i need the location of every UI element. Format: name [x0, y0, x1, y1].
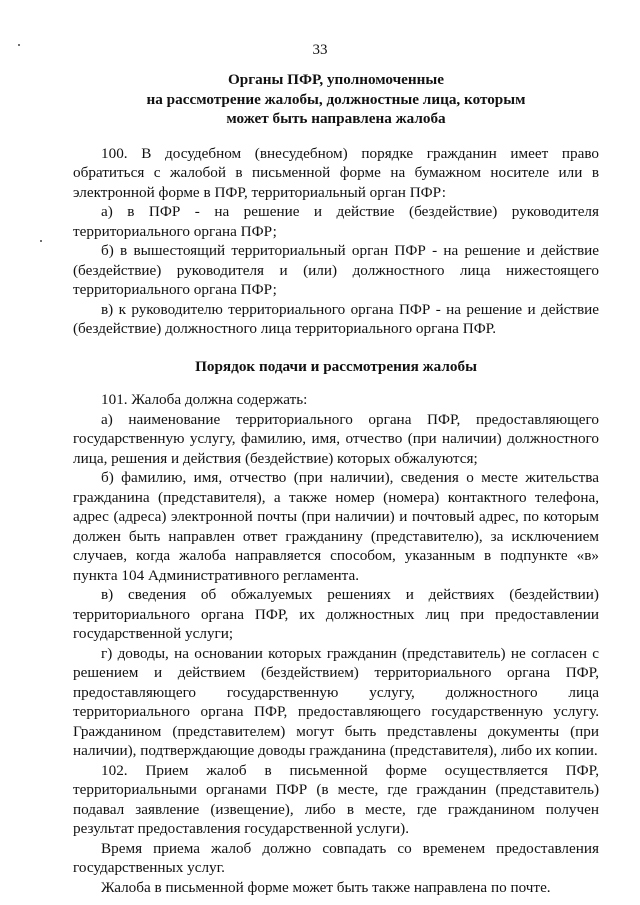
paragraph-102-mail: Жалоба в письменной форме может быть также направлена по почте.	[101, 878, 551, 896]
page-number: 33	[312, 42, 328, 58]
paragraph-102: 102. Прием жалоб в письменной форме осуществляется ПФР, территориальными органами ПФР (в месте, где гражданин (представитель) подавал заявление (извещение), либо в месте, где гражданином получен результат предоставления государственной услуги).	[73, 761, 599, 837]
paragraph-101-a: а) наименование территориального органа ПФР, предоставляющего государственную услугу, фамилию, имя, отчество (при наличии) должностного лица, решения и действия (бездействие) которых обжалуются;	[73, 410, 599, 467]
scan-speck	[40, 240, 42, 242]
paragraph-101-b: б) фамилию, имя, отчество (при наличии), сведения о месте жительства гражданина (представителя), а также номер (номера) контактного телефона, адрес (адреса) электронной почты (при наличии) и почтовый адрес, по которым должен быть направлен ответ гражданину (представителю), за исключением случаев, когда жалоба направляется способом, указанным в подпункте «в» пункта 104 Административного регламента.	[73, 469, 599, 584]
section-heading-complaint-bodies	[73, 70, 599, 129]
paragraph-100: 100. В досудебном (внесудебном) порядке гражданин имеет право обратиться с жалобой в письменной форме на бумажном носителе или в электронной форме в ПФР, территориальный орган ПФР:	[73, 144, 599, 201]
paragraph-100-v: в) к руководителю территориального органа ПФР - на решение и действие (бездействие) должностного лица территориального органа ПФР.	[73, 300, 599, 337]
paragraph-101: 101. Жалоба должна содержать:	[101, 391, 308, 408]
heading-line: на рассмотрение жалобы, должностные лица, которым	[146, 90, 526, 108]
heading-line: Органы ПФР, уполномоченные	[227, 71, 445, 88]
heading-line: может быть направлена жалоба	[226, 110, 446, 127]
section-heading-complaint-procedure: Порядок подачи и рассмотрения жалобы	[195, 357, 477, 375]
document-body	[73, 70, 599, 897]
paragraph-100-a: а) в ПФР - на решение и действие (бездействие) руководителя территориального органа ПФР;	[73, 203, 599, 240]
paragraph-101-v: в) сведения об обжалуемых решениях и действиях (бездействии) территориального органа ПФР, их должностных лиц при предоставлении государственной услуги;	[73, 586, 599, 642]
paragraph-102-time: Время приема жалоб должно совпадать со временем предоставления государственных услуг.	[73, 839, 599, 876]
paragraph-100-b: б) в вышестоящий территориальный орган ПФР - на решение и действие (бездействие) руководителя и (или) должностного лица нижестоящего территориального органа ПФР;	[73, 242, 599, 298]
paragraph-101-g: г) доводы, на основании которых гражданин (представитель) не согласен с решением и действием (бездействием) территориального органа ПФР, предоставляющего государственную услугу, должностного лица территориального органа ПФР, предоставляющего государственную услугу. Гражданином (представителем) могут быть представлены документы (при наличии), подтверждающие доводы гражданина (представителя), либо их копии.	[73, 644, 599, 759]
